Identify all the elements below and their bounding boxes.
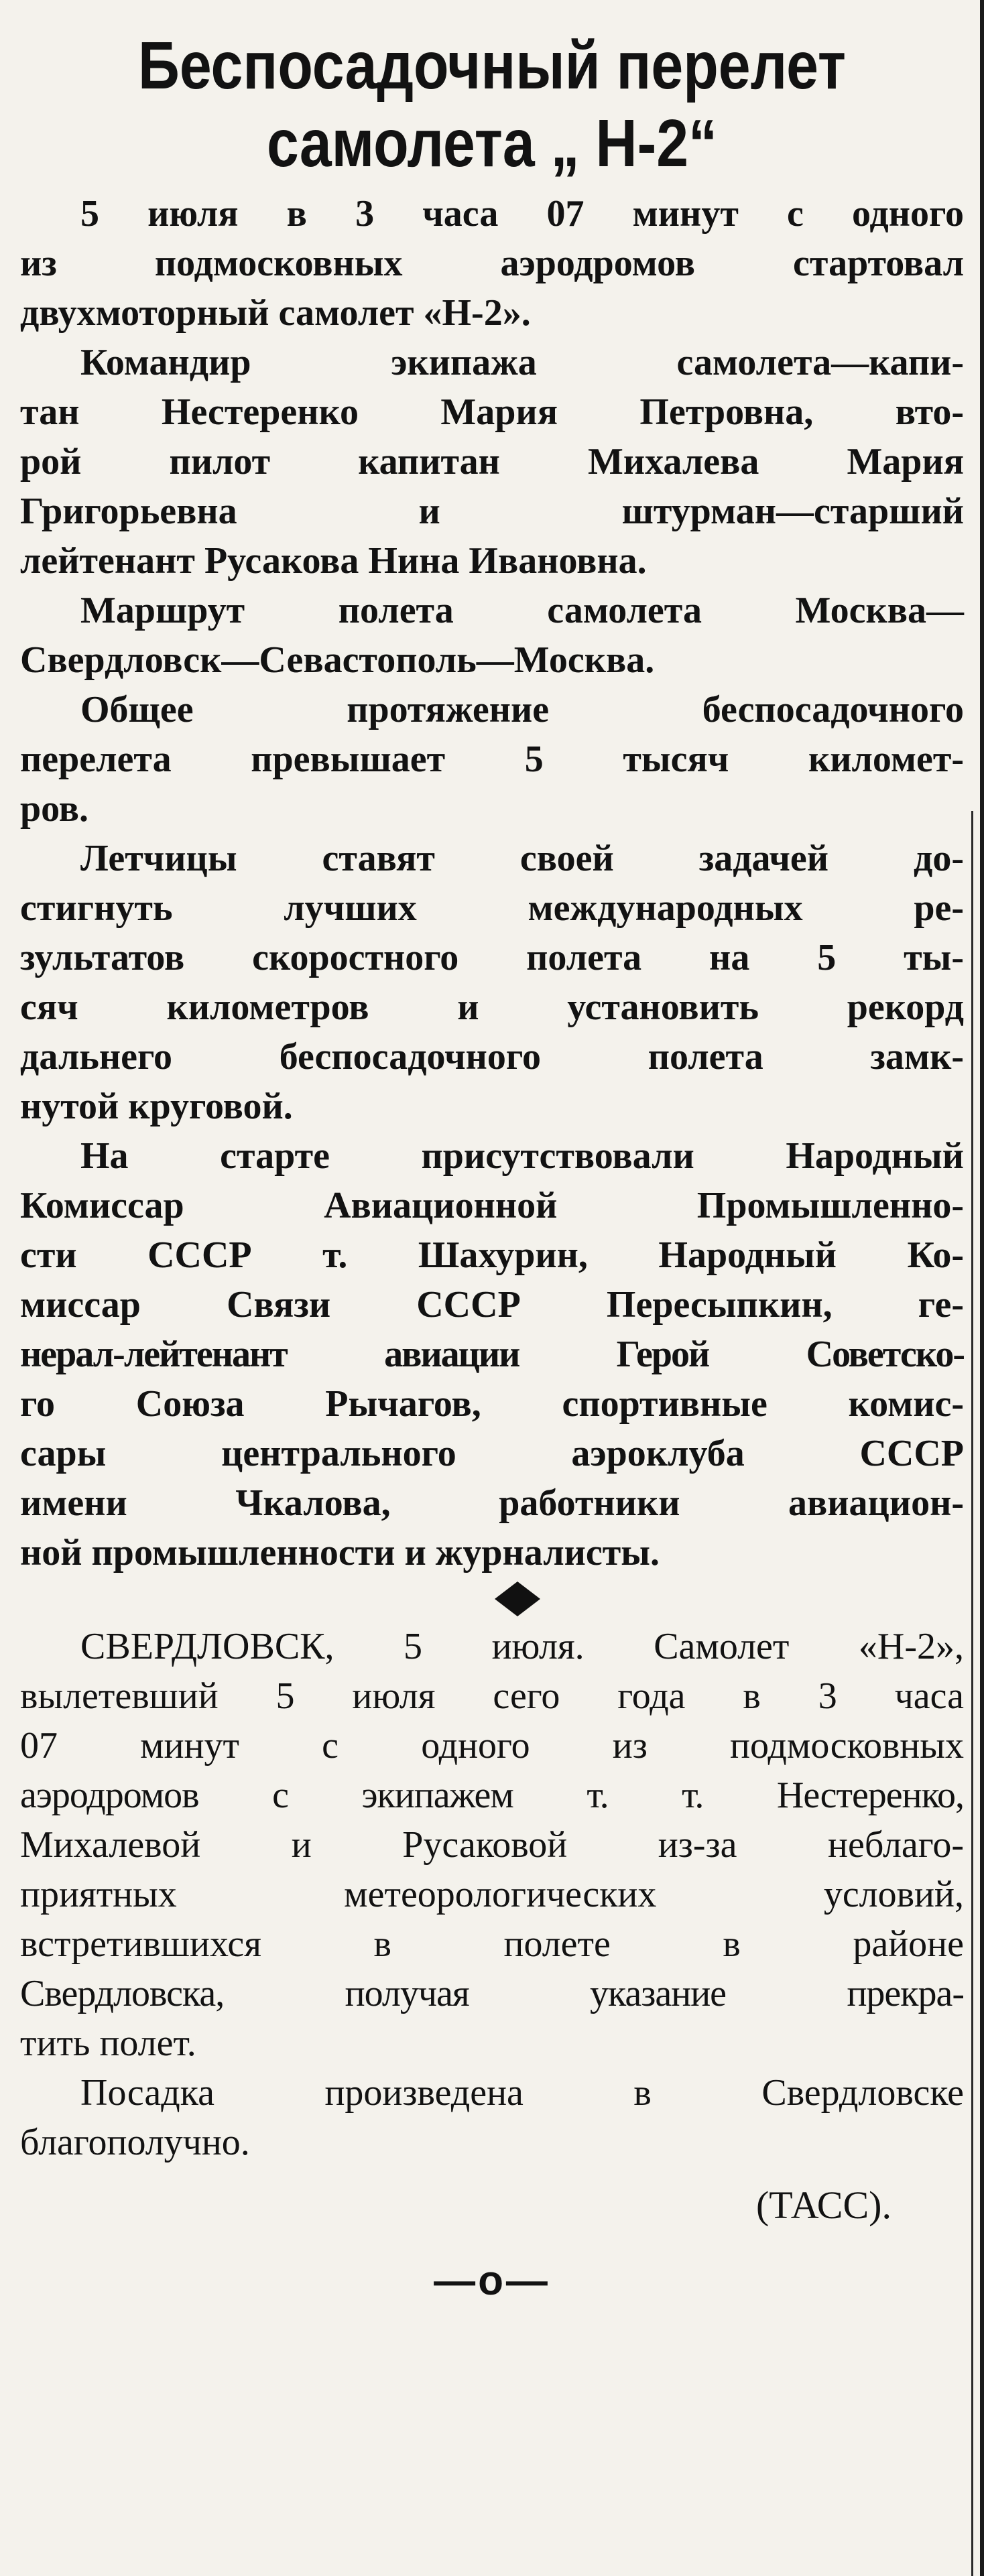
text-line: приятных метеорологических условий, xyxy=(20,1874,964,1915)
text-line: имени Чкалова, работники авиацион- xyxy=(20,1482,964,1524)
text-line: благополучно. xyxy=(20,2122,250,2163)
section-divider-ornament xyxy=(20,1582,964,1622)
text-line: перелета превышает 5 тысяч километ- xyxy=(20,738,964,780)
title-line-1: Беспосадочный перелет xyxy=(138,28,846,103)
text-line: из подмосковных аэродромов стартовал xyxy=(20,243,964,284)
column-rule-inner xyxy=(971,811,973,2576)
paragraph-start xyxy=(20,189,964,338)
text-line: дальнего беспосадочного полета замк- xyxy=(20,1036,964,1078)
text-line: вылетевший 5 июля сего года в 3 часа xyxy=(20,1675,964,1717)
paragraph-landing xyxy=(20,2068,964,2167)
text-line: сары центрального аэроклуба СССР xyxy=(20,1433,964,1474)
agency-credit: (ТАСС). xyxy=(755,2183,891,2227)
text-line: Свердловска, получая указание прекра- xyxy=(20,1973,964,2014)
diamond-bottom xyxy=(495,1599,540,1616)
text-line: нерал-лейтенант авиации Герой Советско- xyxy=(20,1334,964,1375)
text-line: На старте присутствовали Народный xyxy=(80,1135,964,1177)
paragraph-crew xyxy=(20,338,964,586)
dispatch-section xyxy=(20,1622,964,2305)
text-line: миссар Связи СССР Пересыпкин, ге- xyxy=(20,1284,964,1326)
text-line: Посадка произведена в Свердловске xyxy=(80,2072,964,2114)
text-line: тить полет. xyxy=(20,2022,196,2064)
text-line: сти СССР т. Шахурин, Народный Ко- xyxy=(20,1234,964,1276)
text-line: Григорьевна и штурман—старший xyxy=(20,491,964,532)
text-line: го Союза Рычагов, спортивные комис- xyxy=(20,1383,964,1425)
text-line: зультатов скоростного полета на 5 ты- xyxy=(20,937,964,978)
text-line: Командир экипажа самолета—капи- xyxy=(80,342,964,383)
paragraph-route xyxy=(20,586,964,685)
paragraph-distance xyxy=(20,685,964,834)
text-line: ров. xyxy=(20,788,88,830)
article-title xyxy=(86,27,898,182)
text-line: лейтенант Русакова Нина Ивановна. xyxy=(20,540,647,582)
text-line: рой пилот капитан Михалева Мария xyxy=(20,441,964,482)
text-line: Комиссар Авиационной Промышленно- xyxy=(20,1185,964,1226)
text-line: аэродромов с экипажем т. т. Нестеренко, xyxy=(20,1775,964,1816)
text-line: двухмоторный самолет «Н-2». xyxy=(20,292,531,334)
text-line: СВЕРДЛОВСК, 5 июля. Самолет «Н-2», xyxy=(80,1626,964,1667)
text-line: Маршрут полета самолета Москва— xyxy=(80,590,964,631)
text-line: ной промышленности и журналисты. xyxy=(20,1532,660,1573)
text-line: Михалевой и Русаковой из-за неблаго- xyxy=(20,1824,964,1866)
text-line: сяч километров и установить рекорд xyxy=(20,986,964,1028)
text-line: Летчицы ставят своей задачей до- xyxy=(80,838,964,879)
text-line: встретившихся в полете в районе xyxy=(20,1923,964,1965)
title-line-2: самолета „ Н-2“ xyxy=(266,106,718,181)
end-mark: —o— xyxy=(434,2258,550,2304)
text-line: Свердловск—Севастополь—Москва. xyxy=(20,639,655,681)
text-line: нутой круговой. xyxy=(20,1086,293,1127)
text-line: 5 июля в 3 часа 07 минут с одного xyxy=(80,193,964,235)
column-rule xyxy=(980,0,984,2576)
paragraph-goal xyxy=(20,834,964,1131)
text-line: Общее протяжение беспосадочного xyxy=(80,689,964,730)
text-line: тан Нестеренко Мария Петровна, вто- xyxy=(20,391,964,433)
paragraph-attendees xyxy=(20,1131,964,1577)
text-line: стигнуть лучших международных ре- xyxy=(20,887,964,929)
paragraph-dispatch xyxy=(20,1622,964,2068)
text-line: 07 минут с одного из подмосковных xyxy=(20,1725,964,1766)
diamond-top xyxy=(495,1582,540,1599)
